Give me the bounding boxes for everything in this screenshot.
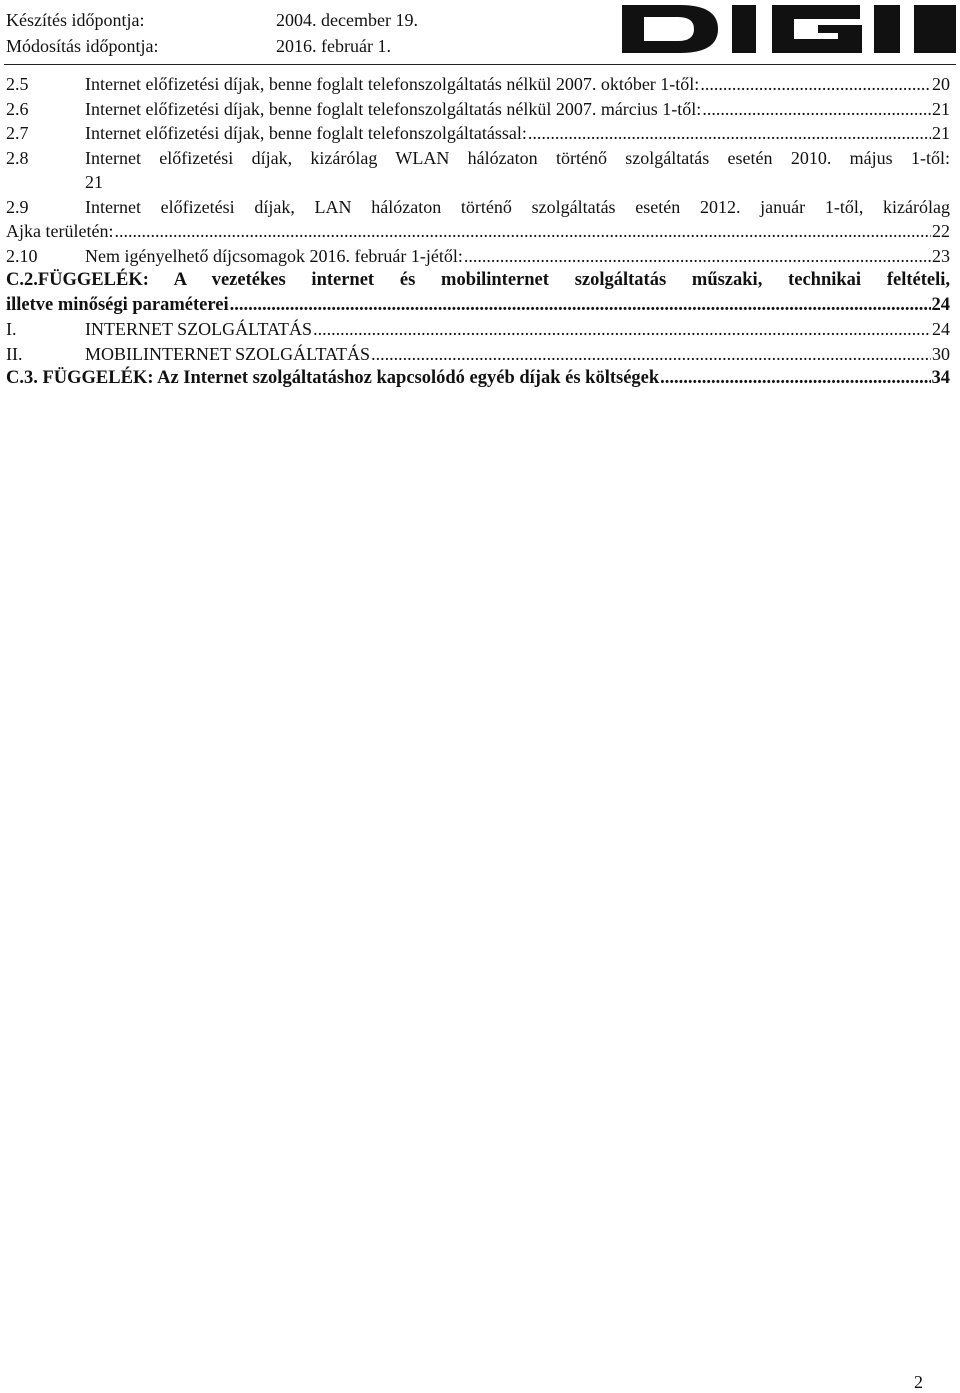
created-label: Készítés időpontja: [6,10,145,30]
toc-entry-ii[interactable] [6,342,950,367]
toc-title: Internet előfizetési díjak, LAN hálózaton történő szolgáltatás esetén 2012. január 1-től, kizárólag [85,196,950,217]
toc-title-cont: Ajka területén: [6,221,114,241]
toc-title: Internet előfizetési díjak, benne foglalt telefonszolgáltatás nélkül 2007. március 1-től: [85,98,702,119]
toc-page: 21 [932,123,950,143]
modified-label: Módosítás időpontja: [6,36,159,56]
toc-page: 34 [931,368,950,388]
toc-number: 2.9 [6,196,29,217]
modified-value: 2016. február 1. [276,36,391,56]
toc-number: 2.10 [6,245,38,266]
toc-title-cont: illetve minőségi paraméterei [6,294,229,315]
toc-leader [371,342,931,367]
toc-page: 21 [932,98,950,119]
toc-leader [313,317,931,342]
toc-number: 2.7 [6,123,29,143]
toc-page: 24 [931,294,950,315]
toc-number: 2.5 [6,74,29,94]
page-number: 2 [914,1372,923,1392]
toc-page: 23 [932,245,950,266]
toc-leader [464,244,931,269]
toc-page: 30 [932,343,950,364]
toc-entry-i[interactable] [6,317,950,342]
toc-entry-2-9[interactable] [6,195,950,244]
toc-title: Nem igényelhető díjcsomagok 2016. február 1-jétől: [85,245,463,266]
toc-page: 20 [932,74,950,94]
toc-page: 21 [85,172,103,192]
toc-entry-2-7[interactable] [6,121,950,146]
toc-number: 2.8 [6,147,29,168]
toc-leader [660,366,930,391]
toc-entry-2-10[interactable] [6,244,950,269]
created-value: 2004. december 19. [276,10,418,30]
toc-leader [230,293,931,318]
toc-title: C.2.FÜGGELÉK: A vezetékes internet és mobilinternet szolgáltatás műszaki, technikai feltételi, [6,270,950,290]
toc-title: MOBILINTERNET SZOLGÁLTATÁS [85,343,371,364]
toc-title: Internet előfizetési díjak, benne foglalt telefonszolgáltatás nélkül 2007. október 1-től: [85,74,700,94]
toc-number: 2.6 [6,98,29,119]
toc-entry-2-6[interactable] [6,97,950,122]
toc-leader [702,97,931,122]
toc-number: II. [6,343,23,364]
toc-title: Internet előfizetési díjak, benne foglalt telefonszolgáltatással: [85,123,527,143]
toc-page: 24 [932,319,950,339]
toc-page: 22 [932,221,950,241]
toc-entry-2-8[interactable] [6,146,950,195]
toc-title: Internet előfizetési díjak, kizárólag WLAN hálózaton történő szolgáltatás esetén 2010. május 1-től: [85,147,950,168]
toc-leader [700,72,931,97]
table-of-contents [6,72,950,391]
toc-leader [528,121,931,146]
toc-entry-c2[interactable] [6,268,950,317]
toc-entry-2-5[interactable] [6,72,950,97]
toc-leader [114,219,931,244]
toc-entry-c3[interactable] [6,366,950,391]
toc-title: C.3. FÜGGELÉK: Az Internet szolgáltatáshoz kapcsolódó egyéb díjak és költségek [6,368,660,388]
digi-logo [622,3,958,55]
toc-title: INTERNET SZOLGÁLTATÁS [85,319,313,339]
header-rule [4,64,956,65]
toc-number: I. [6,319,17,339]
